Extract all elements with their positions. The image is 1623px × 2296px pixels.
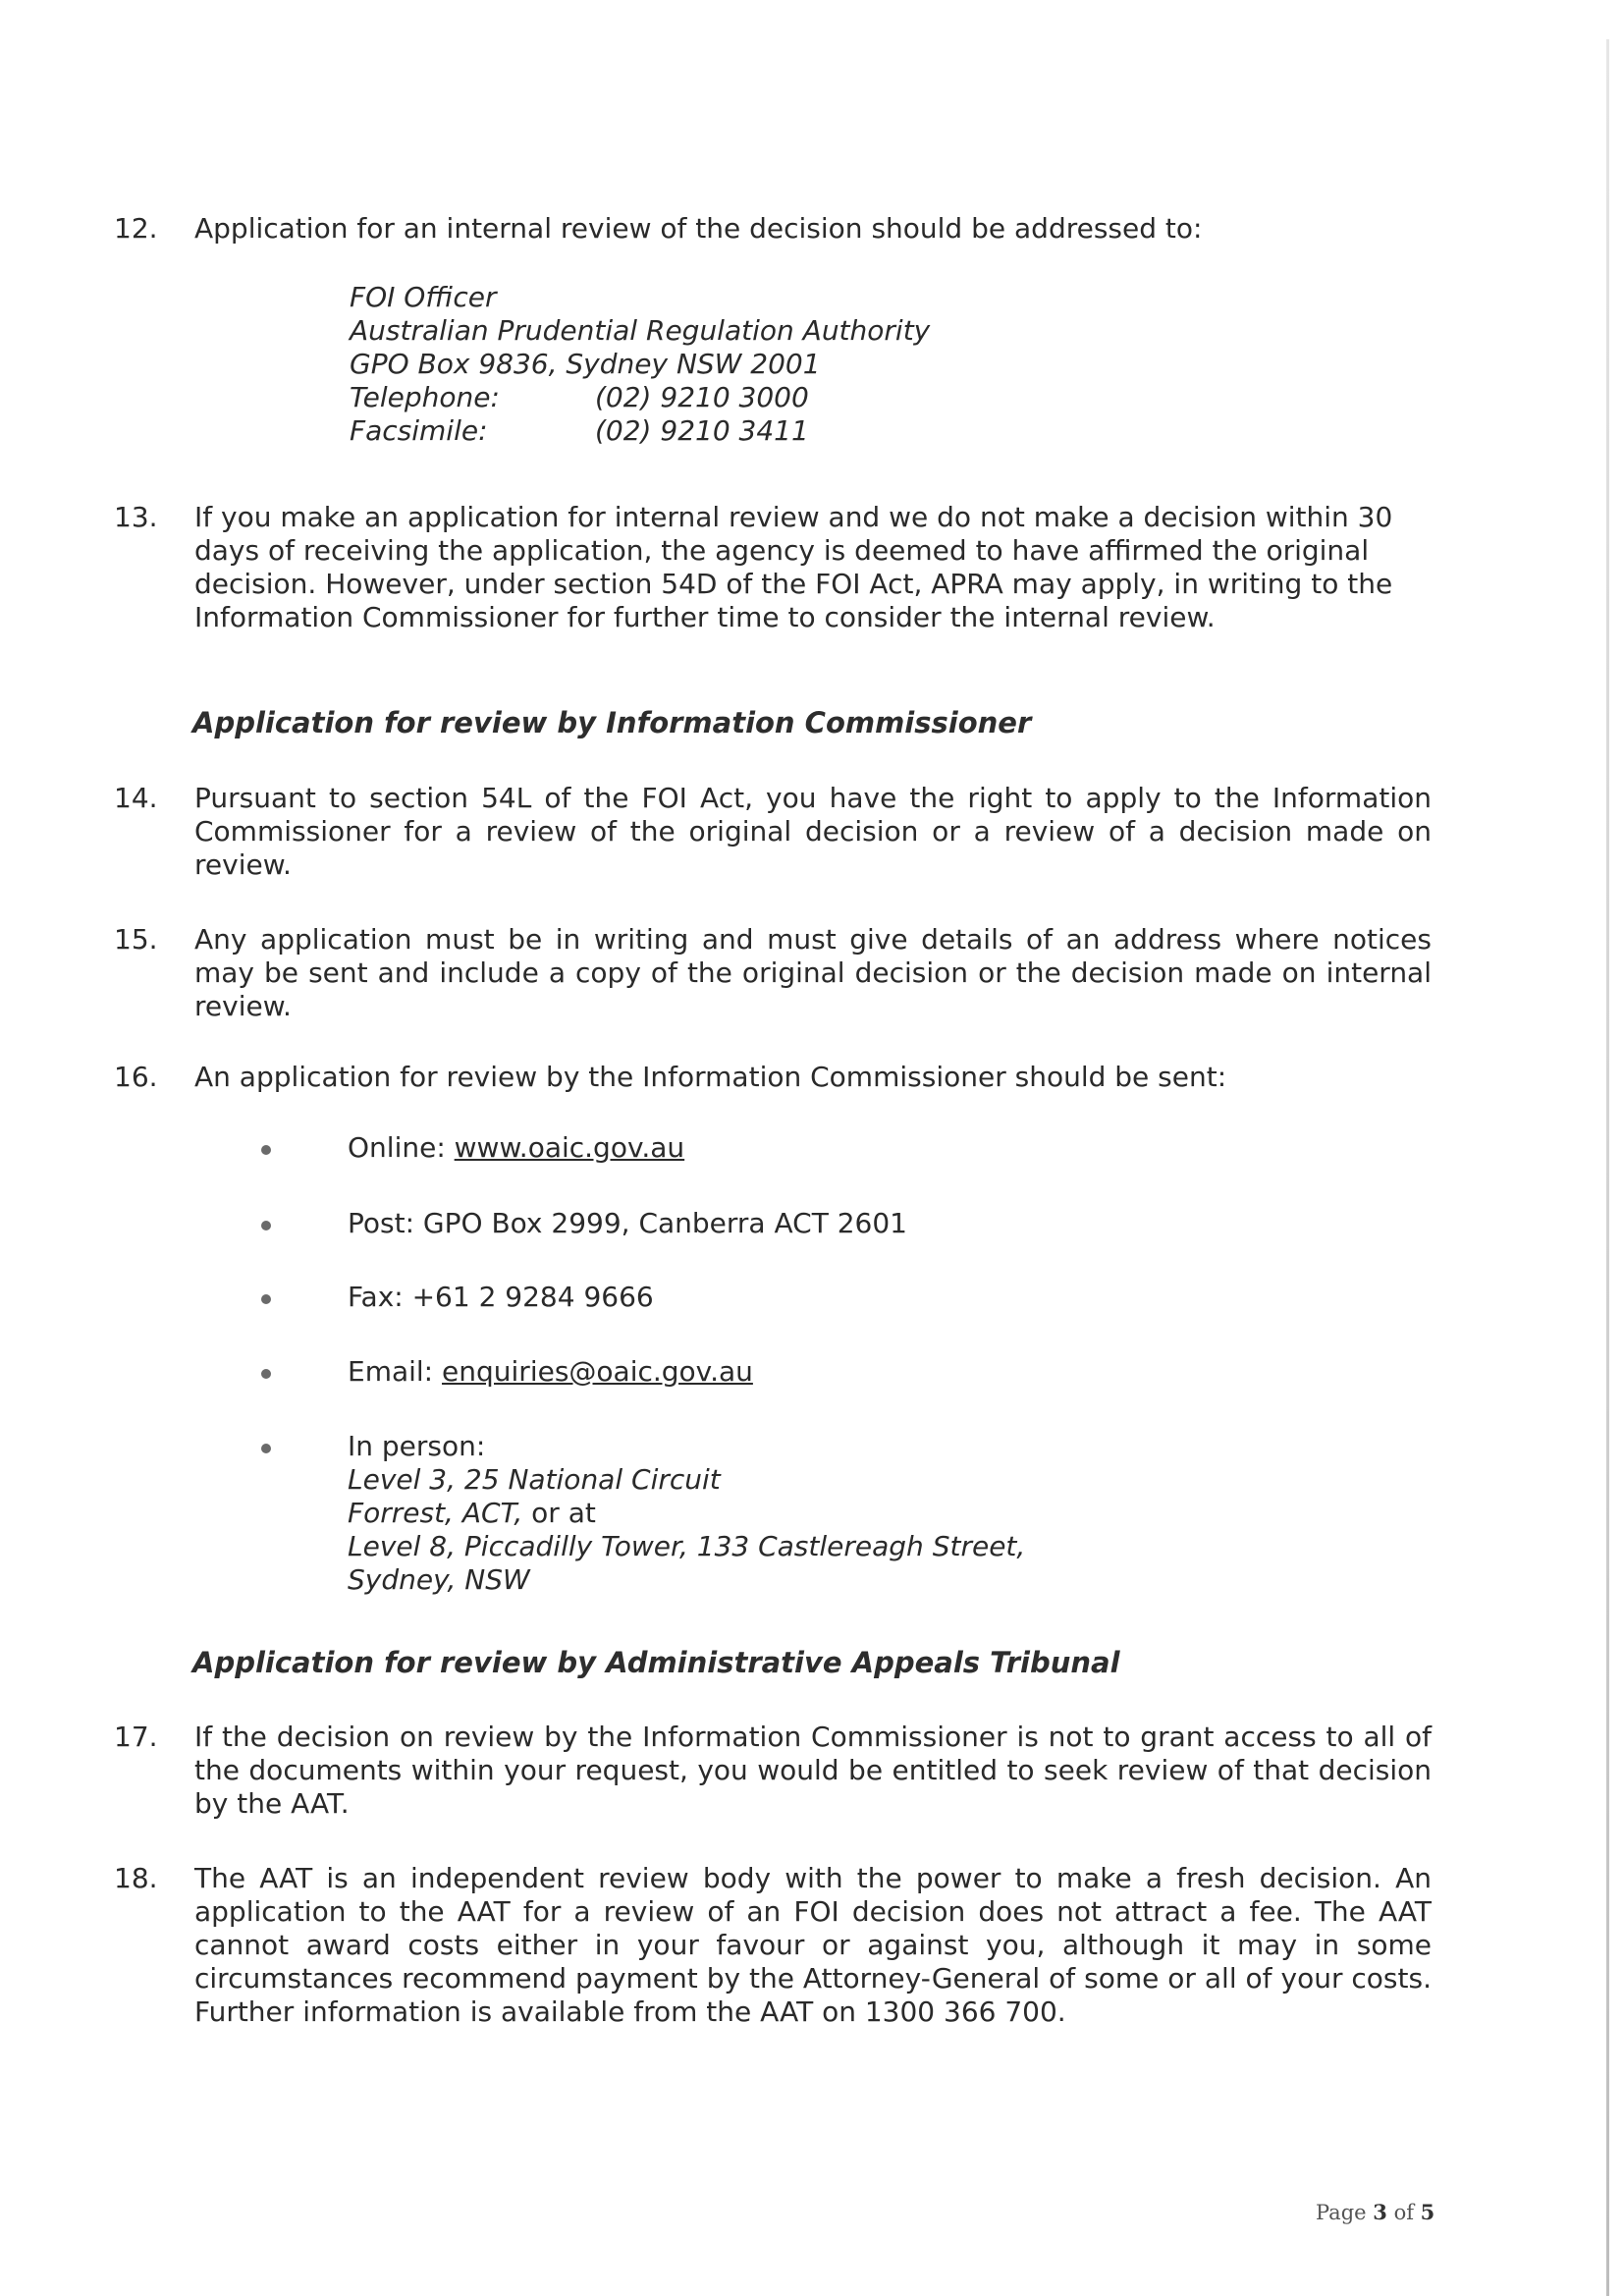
address-line-1: FOI Officer	[350, 281, 497, 313]
bullet-icon	[261, 1145, 271, 1155]
scan-edge-line	[1606, 39, 1609, 2296]
page-number-footer: Page 3 of 5	[1316, 2200, 1435, 2224]
post-text: Post: GPO Box 2999, Canberra ACT 2601	[348, 1207, 907, 1239]
in-person-label: In person:	[348, 1430, 486, 1462]
current-page-number: 3	[1373, 2200, 1387, 2224]
paragraph-text: Any application must be in writing and must give details of an address where notices may be sent and include a copy of the original decision or the decision made on internal review.	[194, 923, 1432, 1022]
paragraph-number: 15.	[114, 923, 158, 956]
oaic-website-link[interactable]: www.oaic.gov.au	[454, 1131, 685, 1164]
foi-officer-address	[350, 281, 930, 448]
bullet-icon	[261, 1444, 271, 1453]
paragraph-number: 17.	[114, 1721, 158, 1753]
bullet-icon	[261, 1369, 271, 1379]
address-line-3: GPO Box 9836, Sydney NSW 2001	[350, 348, 821, 380]
section-heading-aat: Application for review by Administrative Appeals Tribunal	[192, 1646, 1120, 1679]
email-label: Email:	[348, 1355, 443, 1388]
in-person-address-line-4: Sydney, NSW	[348, 1563, 530, 1596]
paragraph-13	[114, 501, 1432, 634]
paragraph-text: An application for review by the Information Commissioner should be sent:	[194, 1061, 1227, 1093]
paragraph-18	[114, 1862, 1432, 2029]
fax-text: Fax: +61 2 9284 9666	[348, 1281, 654, 1313]
paragraph-12	[114, 212, 1432, 246]
online-label: Online:	[348, 1131, 455, 1164]
facsimile-value: (02) 9210 3411	[595, 414, 809, 447]
paragraph-number: 14.	[114, 782, 158, 814]
in-person-address-line-1: Level 3, 25 National Circuit	[348, 1463, 721, 1496]
paragraph-16	[114, 1061, 1432, 1094]
paragraph-text: If you make an application for internal review and we do not make a decision within 30 days of receiving the application, the agency is deemed to have affirmed the original decision. However, under section 54D of the FOI Act, APRA may apply, in writing to the Information Commissioner for further time to consider the internal review.	[194, 501, 1393, 633]
address-line-2: Australian Prudential Regulation Authority	[350, 314, 931, 347]
paragraph-15	[114, 923, 1432, 1023]
telephone-label: Telephone:	[350, 381, 500, 413]
paragraph-14	[114, 782, 1432, 882]
paragraph-number: 12.	[114, 212, 158, 245]
section-heading-information-commissioner: Application for review by Information Commissioner	[192, 706, 1032, 739]
telephone-line	[350, 381, 930, 414]
facsimile-line	[350, 414, 930, 448]
in-person-address-line-2: Forrest, ACT, or at	[348, 1497, 596, 1529]
paragraph-number: 18.	[114, 1862, 158, 1894]
telephone-value: (02) 9210 3000	[595, 381, 809, 413]
in-person-address-line-3: Level 8, Piccadilly Tower, 133 Castlereagh Street,	[348, 1530, 1026, 1562]
bullet-icon	[261, 1294, 271, 1304]
paragraph-text: Application for an internal review of the decision should be addressed to:	[194, 212, 1203, 245]
paragraph-number: 13.	[114, 501, 158, 533]
total-page-count: 5	[1420, 2200, 1435, 2224]
paragraph-text: Pursuant to section 54L of the FOI Act, you have the right to apply to the Information Commissioner for a review of the original decision or a review of a decision made on review.	[194, 782, 1432, 881]
oaic-email-link[interactable]: enquiries@oaic.gov.au	[442, 1355, 753, 1388]
paragraph-17	[114, 1721, 1432, 1821]
bullet-icon	[261, 1221, 271, 1230]
paragraph-number: 16.	[114, 1061, 158, 1093]
paragraph-text: The AAT is an independent review body with the power to make a fresh decision. An application to the AAT for a review of an FOI decision does not attract a fee. The AAT cannot award costs either in your favour or against you, although it may in some circumstances recommend payment by the Attorney-General of some or all of your costs. Further information is available from the AAT on 1300 366 700.	[194, 1862, 1432, 2028]
facsimile-label: Facsimile:	[350, 414, 488, 447]
paragraph-text: If the decision on review by the Information Commissioner is not to grant access to all of the documents within your request, you would be entitled to seek review of that decision by the AAT.	[194, 1721, 1432, 1820]
